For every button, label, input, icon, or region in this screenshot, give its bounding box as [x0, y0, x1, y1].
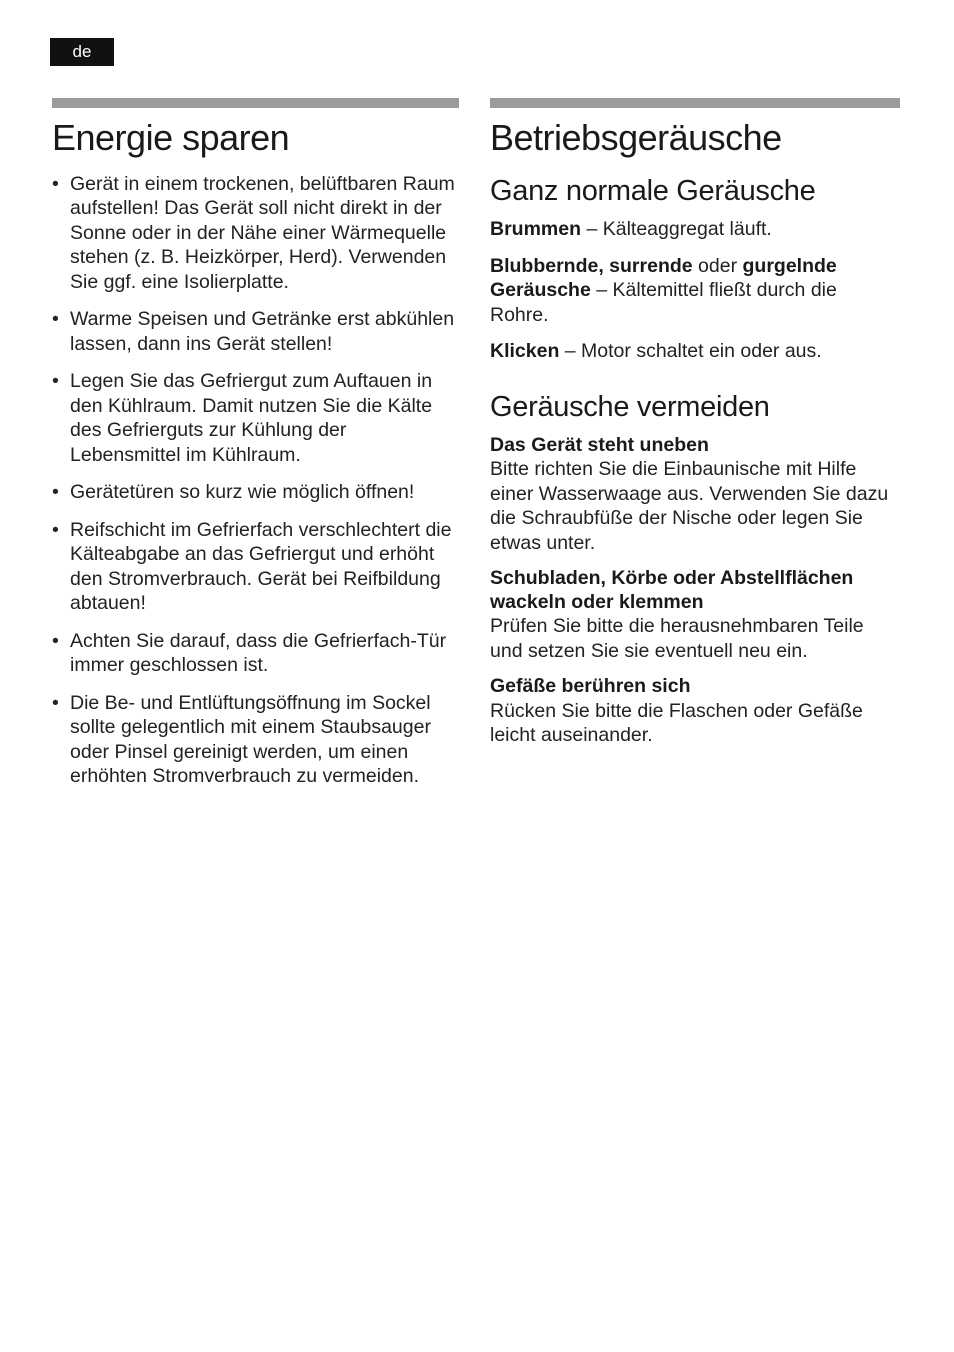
noise-blubbern [490, 254, 900, 328]
normal-noises-heading: Ganz normale Geräusche [490, 174, 816, 207]
drawers-wobble-text: Prüfen Sie bitte die herausnehmbaren Teile und setzen Sie sie eventuell neu ein. [490, 615, 864, 662]
noise-connector: oder [692, 254, 743, 277]
list-item: • Achten Sie darauf, dass die Gefrierfach-Tür immer geschlossen ist. [52, 629, 459, 678]
energy-saving-title: Energie sparen [52, 117, 290, 158]
list-item: • Reifschicht im Gefrierfach verschlechtert die Kälteabgabe an das Gefriergut und erhöht den Stromverbrauch. Gerät bei Reifbildung abtauen! [52, 518, 459, 616]
list-item: • Legen Sie das Gefriergut zum Auftauen in den Kühlraum. Damit nutzen Sie die Kälte des Gefrierguts zur Kühlung der Lebensmittel im Kühlraum. [52, 369, 459, 467]
noise-term: gurgelnde Geräusche [490, 254, 837, 302]
section-divider [52, 98, 459, 108]
noise-brummen [490, 217, 900, 242]
containers-touch-text: Rücken Sie bitte die Flaschen oder Gefäße leicht auseinander. [490, 699, 863, 747]
energy-saving-section [52, 98, 459, 802]
avoid-noises-heading: Geräusche vermeiden [490, 390, 770, 423]
list-item: • Warme Speisen und Getränke erst abkühlen lassen, dann ins Gerät stellen! [52, 307, 459, 356]
drawers-wobble-subheading: Schubladen, Körbe oder Abstellflächen wackeln oder klemmen [490, 567, 854, 613]
noise-description: – Kälteaggregat läuft. [581, 218, 772, 241]
language-badge: de [50, 38, 114, 66]
noise-term: Blubbernde, surrende [490, 254, 693, 277]
uneven-device-text: Bitte richten Sie die Einbaunische mit Hilfe einer Wasserwaage aus. Verwenden Sie dazu die Schraubfüße der Nische oder legen Sie etwas unter. [490, 458, 889, 554]
list-item: • Gerätetüren so kurz wie möglich öffnen! [52, 480, 459, 505]
noise-term: Brummen [490, 218, 582, 241]
operating-noises-section [490, 98, 900, 760]
section-divider [490, 98, 900, 108]
list-item: • Die Be- und Entlüftungsöffnung im Sockel sollte gelegentlich mit einem Staubsauger oder Pinsel gereinigt werden, um einen erhöhten Stromverbrauch zu vermeiden. [52, 691, 459, 789]
noise-description: – Kältemittel fließt durch die Rohre. [490, 279, 837, 326]
containers-touch-subheading: Gefäße berühren sich [490, 675, 691, 698]
operating-noises-title: Betriebsgeräusche [490, 117, 782, 158]
energy-tips-list [52, 172, 459, 789]
noise-klicken [490, 339, 900, 364]
list-item: • Gerät in einem trockenen, belüftbaren Raum aufstellen! Das Gerät soll nicht direkt in der Sonne oder in der Nähe einer Wärmequelle stehen (z. B. Heizkörper, Herd). Verwenden Sie ggf. eine Isolierplatte. [52, 172, 459, 295]
noise-description: – Motor schaltet ein oder aus. [559, 340, 822, 363]
uneven-device-subheading: Das Gerät steht uneben [490, 433, 709, 456]
noise-term: Klicken [490, 340, 560, 363]
